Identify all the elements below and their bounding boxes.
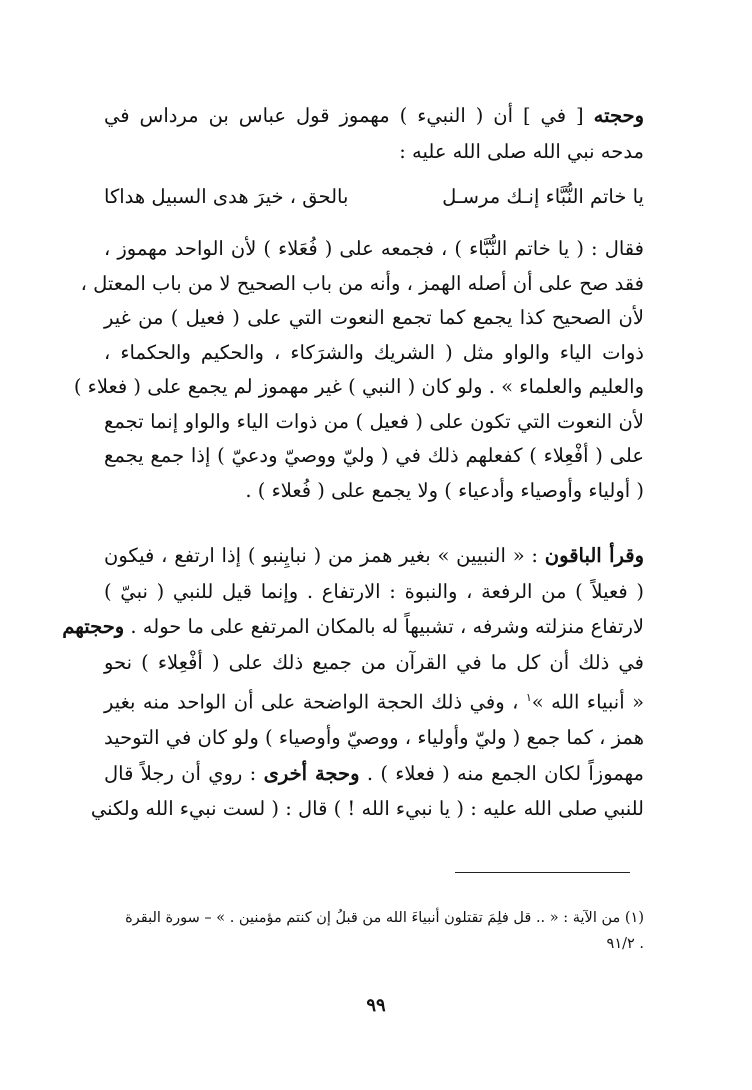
paragraph-1-line-2: مدحه نبي الله صلى الله عليه :: [399, 140, 644, 163]
paragraph-1-line-1: [104, 98, 644, 134]
paragraph-3-line-1: [104, 538, 644, 574]
poem-hemistich-first: يا خاتم النُّبَّاء إنـك مرسـل: [442, 185, 644, 208]
page-number: ٩٩: [366, 995, 386, 1016]
paragraph-2-line: ( أولياء وأوصياء وأدعياء ) ولا يجمع على ( فُعلاء ) .: [245, 478, 644, 502]
paragraph-3-line-3: [62, 609, 644, 645]
text-run: [ في ] أن ( النبيء ) مهموز قول عباس بن مرداس في: [104, 104, 584, 127]
footnote-marker: ١: [525, 691, 532, 704]
paragraph-2-line: والعليم والعلماء » . ولو كان ( النبي ) غير مهموز لم يجمع على ( فعلاء ): [73, 375, 644, 398]
paragraph-2: [73, 232, 644, 508]
text-run: لارتفاع منزلته وشرفه ، تشبيهاً له بالمكان المرتفع على ما حوله .: [130, 615, 644, 638]
footnote-line-1: (١) من الآية : « .. قل فلِمَ تقتلون أنبياءَ الله من قبلُ إن كنتم مؤمنين . » – سورة البقرة: [125, 910, 644, 926]
paragraph-3: [62, 538, 645, 827]
paragraph-2-line: لأن النعوت التي تكون على ( فعيل ) من ذوات الياء والواو إنما تجمع: [104, 409, 644, 433]
paragraph-3-line-2: ( فعيلاً ) من الرفعة ، والنبوة : الارتفاع . وإنما قيل للنبي ( نبيّ ): [104, 579, 644, 603]
paragraph-1: [104, 98, 644, 170]
paragraph-3-line-8: للنبي صلى الله عليه : ( يا نبيء الله ! ) قال : ( لست نبيء الله ولكني: [90, 797, 644, 820]
text-run: « أنبياء الله »: [531, 690, 645, 714]
paragraph-2-line: لأن الصحيح كذا يجمع كما تجمع النعوت التي على ( فعيل ) من غير: [104, 306, 644, 329]
footnote: [104, 905, 644, 957]
text-run: مهموزاً لكان الجمع منه ( فعلاء ) .: [366, 761, 644, 785]
text-run: : روي أن رجلاً قال: [104, 761, 257, 785]
heading-hujjatuhu: وحجته: [593, 104, 645, 127]
paragraph-3-line-6: همز ، كما جمع ( وليّ وأولياء ، ووصيّ وأوصياء ) ولو كان في التوحيد: [104, 726, 644, 749]
heading-qaraa-albaqun: وقرأ الباقون: [544, 544, 644, 567]
paragraph-3-line-5: [104, 680, 644, 720]
paragraph-2-line: فقال : ( يا خاتم النُّبَّاء ) ، فجمعه على ( فُعَلاء ) لأن الواحد مهموز ،: [104, 237, 644, 260]
paragraph-2-line: على ( أفْعِلاء ) كفعلهم ذلك في ( وليّ ووصيّ ودعيّ ) إذا جمع يجمع: [104, 444, 644, 467]
paragraph-3-line-4: في ذلك أن كل ما في القرآن من جميع ذلك على ( أفْعِلاء ) نحو: [104, 650, 644, 674]
text-run: : « النبيين » بغير همز من ( نبايِنبو ) إذا ارتفع ، فيكون: [104, 544, 538, 567]
footnote-line-2: . ٩١/٢: [606, 936, 644, 952]
paragraph-3-line-7: [104, 756, 644, 792]
heading-hujjatuhum: وحجتهم: [62, 615, 125, 638]
text-run: ، وفي ذلك الحجة الواضحة على أن الواحد منه بغير: [104, 690, 519, 714]
paragraph-2-line: فقد صح على أن أصله الهمز ، وأنه من باب الصحيح لا من باب المعتل ،: [80, 271, 644, 295]
heading-hujja-ukhra: وحجة أخرى: [263, 761, 360, 785]
poem-hemistich-second: بالحق ، خيرَ هدى السبيل هداكا: [104, 185, 349, 208]
footnote-separator: [455, 872, 630, 873]
paragraph-2-line: ذوات الياء والواو مثل ( الشريك والشرَكاء ، والحكيم والحكماء ،: [104, 340, 644, 364]
poem-verse: [104, 185, 644, 208]
